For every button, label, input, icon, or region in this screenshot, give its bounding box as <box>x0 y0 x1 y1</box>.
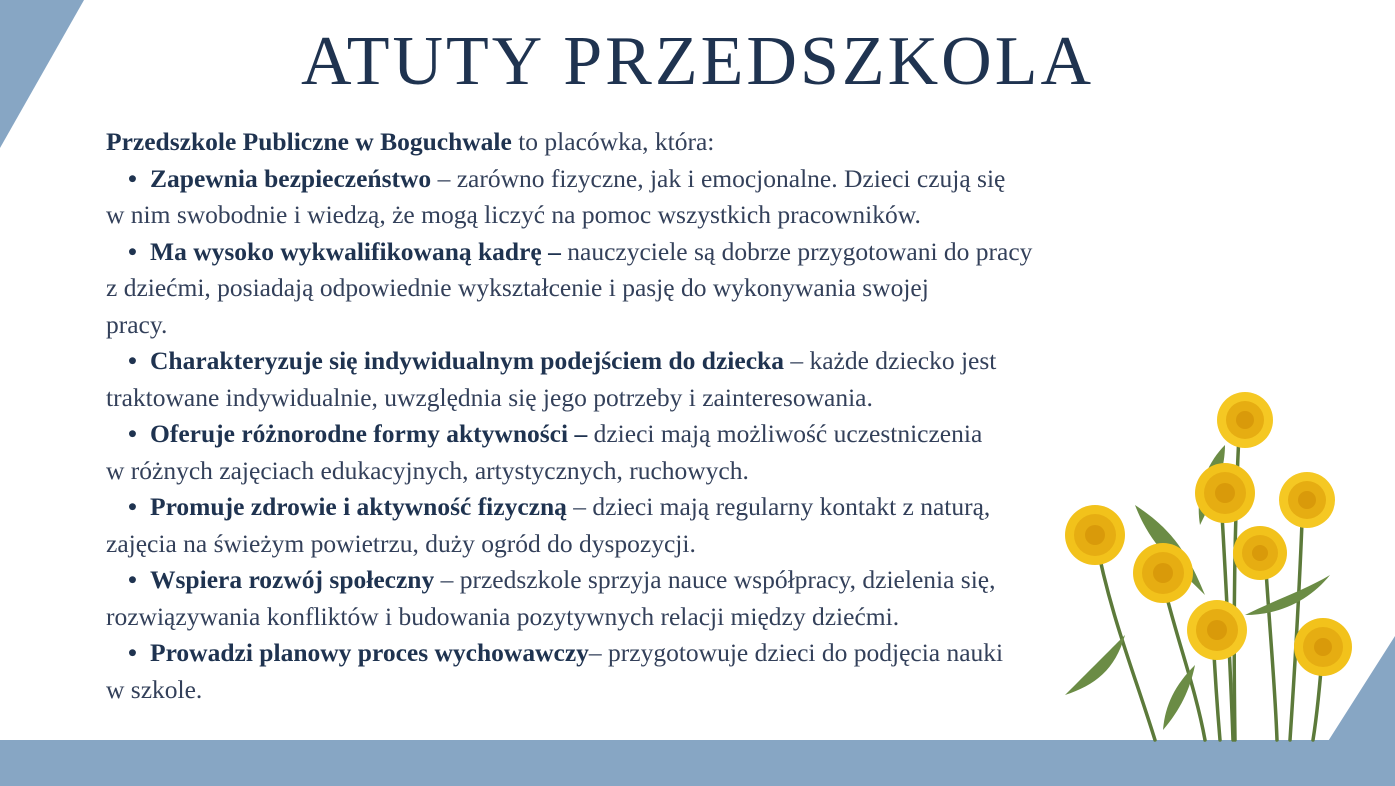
feature-item-description: – dzieci mają regularny kontakt z naturą, <box>566 492 991 521</box>
feature-item-continuation: w różnych zajęciach edukacyjnych, artystycznych, ruchowych. <box>106 455 749 485</box>
feature-item-description: – każde dziecko jest <box>783 346 997 375</box>
feature-item-continuation: pracy. <box>106 309 168 339</box>
bullet-icon: • <box>128 419 137 448</box>
feature-item-continuation: w nim swobodnie i wiedzą, że mogą liczyć na pomoc wszystkich pracowników. <box>106 200 921 229</box>
intro-paragraph <box>106 124 1166 161</box>
feature-item-continuation: rozwiązywania konfliktów i budowania pozytywnych relacji między dziećmi. <box>106 601 900 631</box>
feature-item <box>106 343 1166 380</box>
feature-item-continuation: zajęcia na świeżym powietrzu, duży ogród do dyspozycji. <box>106 528 696 558</box>
bullet-icon: • <box>128 236 137 266</box>
intro-rest: to placówka, która: <box>511 127 715 156</box>
feature-item-title: Promuje zdrowie i aktywność fizyczną <box>150 492 567 521</box>
feature-item-description: dzieci mają możliwość uczestniczenia <box>587 419 983 448</box>
intro-bold: Przedszkole Publiczne w Boguchwale <box>106 127 512 156</box>
feature-item-title: Zapewnia bezpieczeństwo <box>150 163 432 193</box>
feature-item-title: Ma wysoko wykwalifikowaną kadrę – <box>150 236 561 266</box>
page-title: ATUTY PRZEDSZKOLA <box>300 23 1095 100</box>
feature-item-description: – przedszkole sprzyja nauce współpracy, dzielenia się, <box>434 565 996 594</box>
bullet-icon: • <box>128 638 137 667</box>
bullet-icon: • <box>128 492 137 521</box>
feature-item <box>106 161 1166 198</box>
bottom-band <box>0 740 1395 786</box>
feature-item-title: Oferuje różnorodne formy aktywności – <box>150 419 588 448</box>
flowers-illustration <box>1055 385 1355 745</box>
feature-item-title: Charakteryzuje się indywidualnym podejściem do dziecka <box>150 346 784 375</box>
feature-item <box>106 562 1166 599</box>
feature-item-continuation: z dziećmi, posiadają odpowiednie wykształcenie i pasję do wykonywania swojej <box>106 273 929 302</box>
feature-item-description: – przygotowuje dzieci do podjęcia nauki <box>588 638 1004 667</box>
feature-item <box>106 234 1166 271</box>
feature-item-title: Prowadzi planowy proces wychowawczy <box>150 638 589 667</box>
feature-item-continuation: traktowane indywidualnie, uwzględnia się jego potrzeby i zainteresowania. <box>106 382 873 412</box>
feature-list <box>106 161 1166 709</box>
feature-item-description: nauczyciele są dobrze przygotowani do pracy <box>560 236 1033 266</box>
flower-heads <box>1065 392 1352 676</box>
feature-item <box>106 635 1166 672</box>
feature-item-title: Wspiera rozwój społeczny <box>150 565 435 594</box>
bullet-icon: • <box>128 565 137 594</box>
content-body <box>106 124 1166 708</box>
feature-item-continuation: w szkole. <box>106 674 203 704</box>
stems <box>1095 415 1323 740</box>
bullet-icon: • <box>128 163 137 193</box>
feature-item <box>106 489 1166 526</box>
feature-item <box>106 416 1166 453</box>
bullet-icon: • <box>128 346 137 375</box>
feature-item-description: – zarówno fizyczne, jak i emocjonalne. Dzieci czują się <box>431 163 1006 193</box>
